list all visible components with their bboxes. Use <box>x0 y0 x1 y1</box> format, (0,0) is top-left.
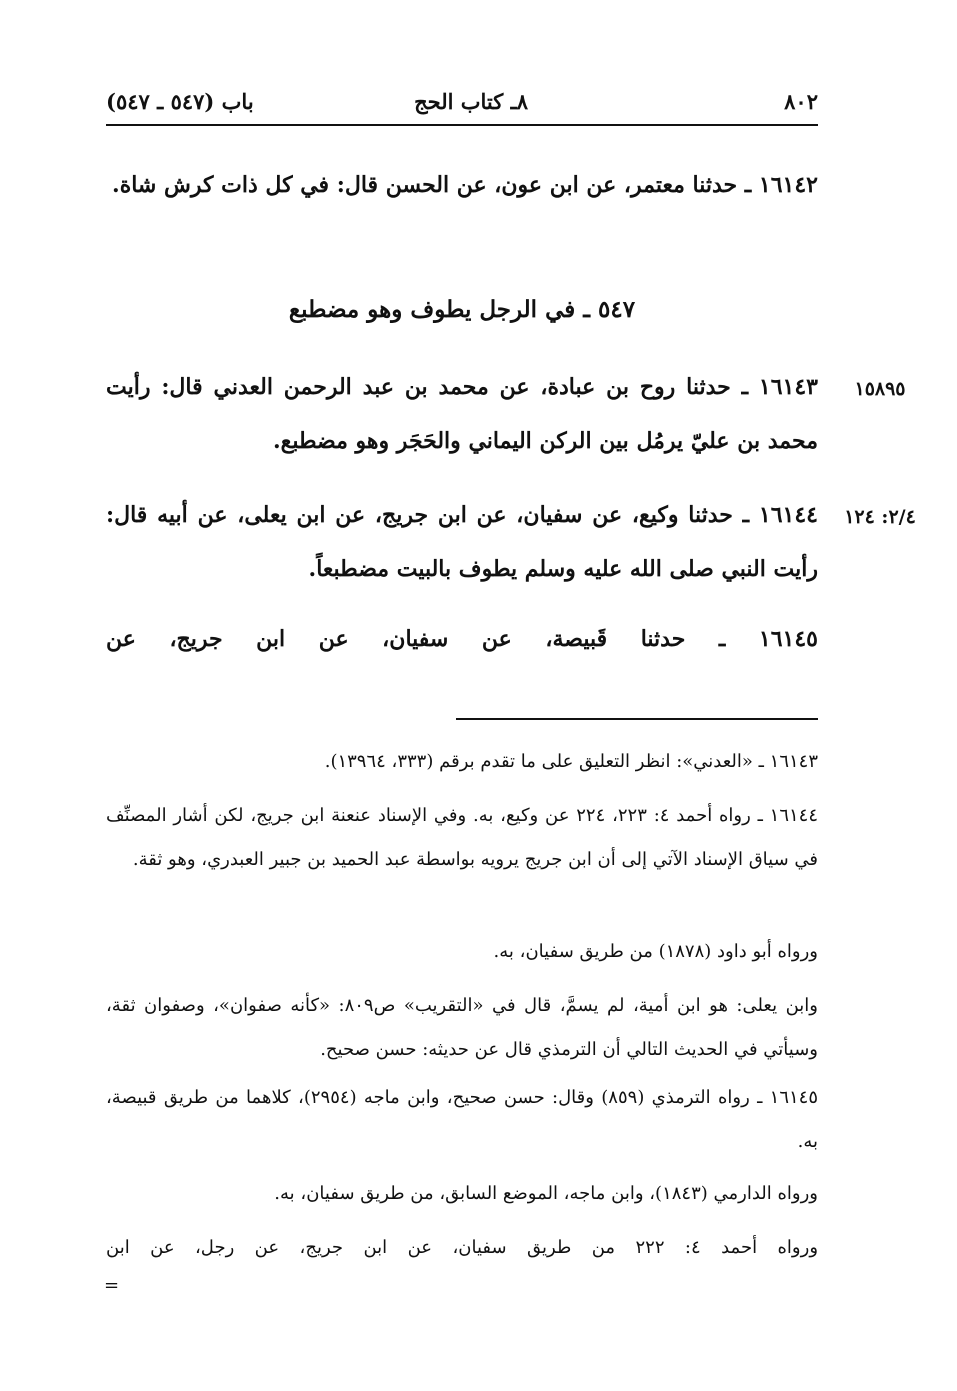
continuation-mark: = <box>104 1275 120 1296</box>
footnote-darimi: ورواه الدارمي (١٨٤٣)، وابن ماجه، الموضع السابق، من طريق سفيان، به. <box>274 1183 818 1204</box>
footnote-16145: ١٦١٤٥ ـ رواه الترمذي (٨٥٩) وقال: حسن صحيح، وابن ماجه (٢٩٥٤)، كلاهما من طريق قبيصة، به. <box>106 1087 818 1152</box>
section-title: ٥٤٧ ـ في الرجل يطوف وهو مضطبع <box>288 296 636 323</box>
margin-reference: ٢/٤: ١٢٤ <box>844 506 916 528</box>
page-header <box>106 82 818 122</box>
hadith-16143 <box>106 360 818 468</box>
hadith-text: ـ حدثنا قَبيصة، عن سفيان، عن ابن جريج، عن <box>106 626 759 652</box>
footnote-ibn-yala: وابن يعلى: هو ابن أمية، لم يسمَّ، قال في «التقريب» ص٨٠٩: «كأنه صفوان»، وصفوان ثقة، وسيأتي في الحديث التالي أن الترمذي قال عن حديثه: حسن صحيح. <box>106 995 818 1060</box>
hadith-16144 <box>106 488 818 596</box>
book-title: ٨ـ كتاب الحج <box>414 89 528 114</box>
footnote-16144: ١٦١٤٤ ـ رواه أحمد ٤: ٢٢٣، ٢٢٤ عن وكيع، به. وفي الإسناد عنعنة ابن جريج، لكن أشار المصنِّف في سياق الإسناد الآتي إلى أن ابن جريج يرويه بواسطة عبد الحميد بن جبير العبدري، وهو ثقة. <box>106 805 819 870</box>
chapter-range: باب (٥٤٧ ـ ٥٤٧) <box>106 89 254 114</box>
hadith-number: ١٦١٤٥ <box>758 626 818 652</box>
hadith-text: ـ حدثنا روح بن عبادة، عن محمد بن عبد الرحمن العدني قال: رأيت محمد بن عليّ يرمُل بين الركن اليماني والحَجَر وهو مضطبع. <box>106 374 818 454</box>
page-number: ٨٠٢ <box>784 89 818 114</box>
margin-reference: ١٥٨٩٥ <box>854 378 906 400</box>
hadith-number: ١٦١٤٢ <box>758 172 818 198</box>
hadith-16145 <box>106 612 818 666</box>
footnote-16143: ١٦١٤٣ ـ «العدني»: انظر التعليق على ما تقدم برقم (٣٣٣، ١٣٩٦٤). <box>324 751 818 772</box>
footnote-abu-dawud: ورواه أبو داود (١٨٧٨) من طريق سفيان، به. <box>493 941 818 962</box>
hadith-text: ـ حدثنا وكيع، عن سفيان، عن ابن جريج، عن ابن يعلى، عن أبيه قال: رأيت النبي صلى الله عليه وسلم يطوف بالبيت مضطبعاً. <box>106 502 818 582</box>
hadith-number: ١٦١٤٤ <box>758 502 818 528</box>
header-rule <box>106 124 818 126</box>
hadith-text: ـ حدثنا معتمر، عن ابن عون، عن الحسن قال: في كل ذات كرش شاة. <box>112 172 759 198</box>
footnote-ahmad: ورواه أحمد ٤: ٢٢٢ من طريق سفيان، عن ابن جريج، عن رجل، عن ابن <box>106 1237 819 1258</box>
hadith-16142 <box>106 158 818 212</box>
hadith-number: ١٦١٤٣ <box>758 374 818 400</box>
footnote-rule <box>456 718 818 720</box>
